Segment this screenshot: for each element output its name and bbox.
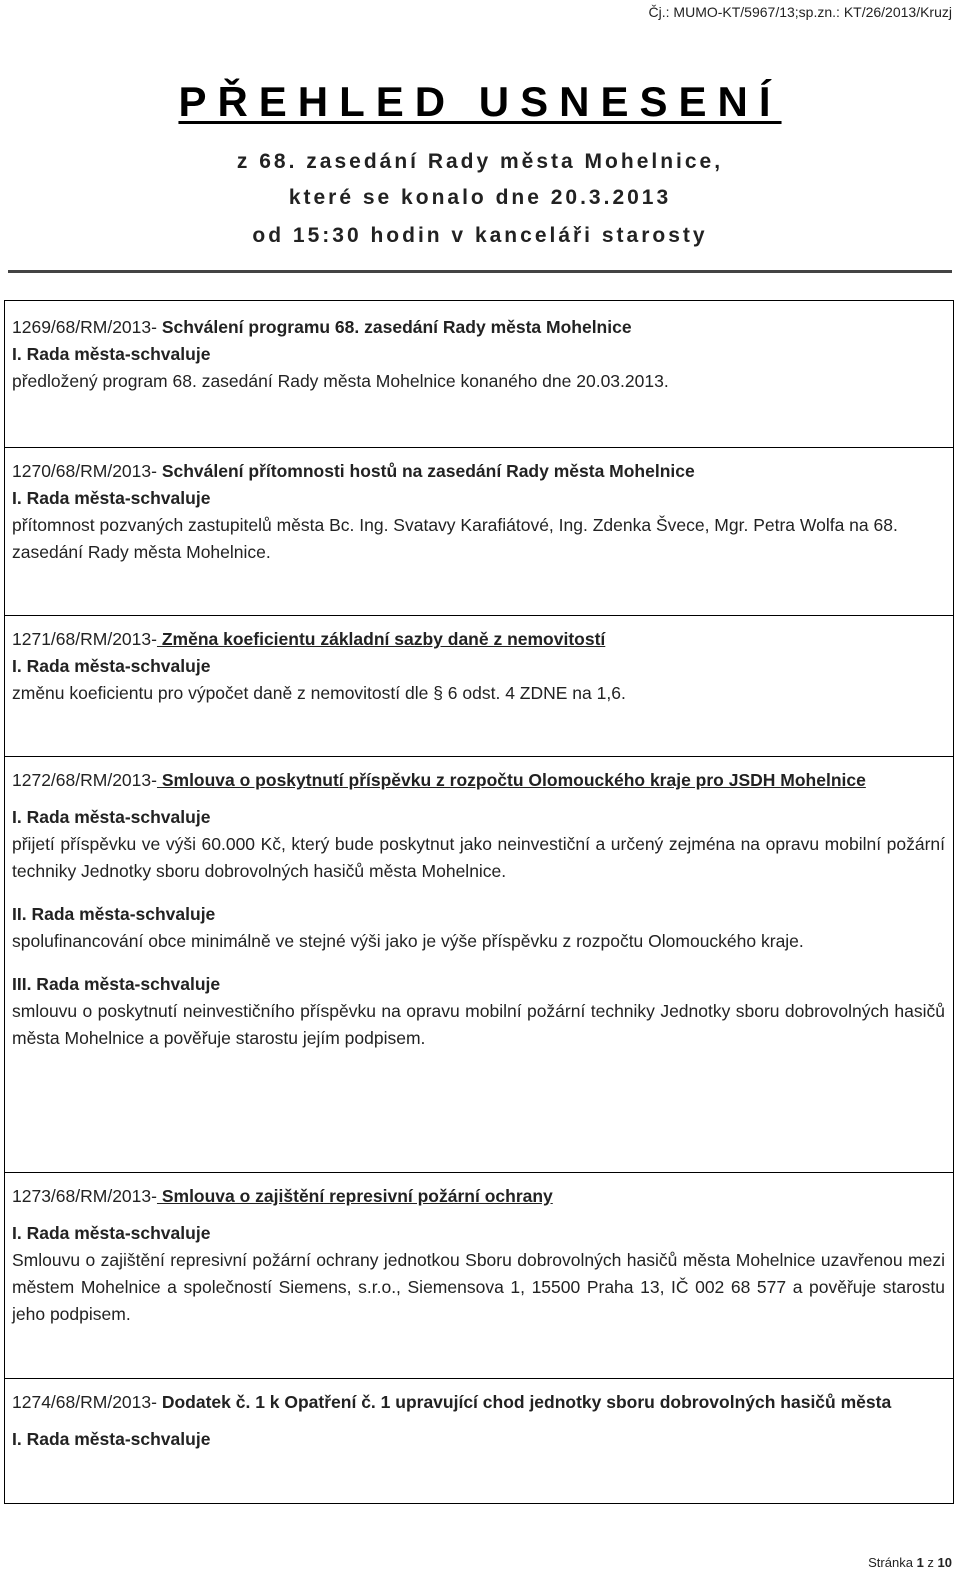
resolution-1272 xyxy=(5,757,953,1173)
resolution-1273 xyxy=(5,1173,953,1379)
resolution-clause-text: Smlouvu o zajištění represivní požární ochrany jednotkou Sboru dobrovolných hasičů města Mohelnice uzavřenou mezi městem Mohelnice a společností Siemens, s.r.o., Siemensova 1, 15500 Praha 13, IČ 002 68 577 a pověřuje starostu jeho podpisem. xyxy=(12,1250,945,1324)
resolution-heading: 1269/68/RM/2013- Schválení programu 68. zasedání Rady města Mohelnice xyxy=(12,317,632,337)
resolution-1269 xyxy=(5,301,953,448)
resolution-heading: 1271/68/RM/2013- Změna koeficientu základní sazby daně z nemovitostí xyxy=(12,629,606,649)
resolution-clause-label: II. Rada města-schvaluje xyxy=(12,904,216,924)
resolution-clause-text: přítomnost pozvaných zastupitelů města Bc. Ing. Svatavy Karafiátové, Ing. Zdenka Švece, Mgr. Petra Wolfa na 68. zasedání Rady města Mohelnice. xyxy=(12,515,898,562)
resolution-clause-label: I. Rada města-schvaluje xyxy=(12,1429,211,1449)
resolution-clause-label: I. Rada města-schvaluje xyxy=(12,656,211,676)
resolution-heading: 1274/68/RM/2013- Dodatek č. 1 k Opatření č. 1 upravující chod jednotky sboru dobrovolných hasičů města xyxy=(12,1392,892,1412)
resolutions-table xyxy=(4,300,954,1504)
header-divider xyxy=(8,270,952,273)
document-subtitle-date: které se konalo dne 20.3.2013 xyxy=(288,186,672,209)
resolution-clause-label: III. Rada města-schvaluje xyxy=(12,974,221,994)
resolution-clause-label: I. Rada města-schvaluje xyxy=(12,1223,211,1243)
document-reference: Čj.: MUMO-KT/5967/13;sp.zn.: KT/26/2013/Kruzj xyxy=(648,4,952,20)
document-subtitle-session: z 68. zasedání Rady města Mohelnice, xyxy=(236,150,724,173)
resolution-clause-label: I. Rada města-schvaluje xyxy=(12,488,211,508)
resolution-heading: 1272/68/RM/2013- Smlouva o poskytnutí příspěvku z rozpočtu Olomouckého kraje pro JSDH Mohelnice xyxy=(12,770,866,790)
resolution-clause-label: I. Rada města-schvaluje xyxy=(12,807,211,827)
resolution-heading: 1270/68/RM/2013- Schválení přítomnosti hostů na zasedání Rady města Mohelnice xyxy=(12,461,695,481)
resolution-heading: 1273/68/RM/2013- Smlouva o zajištění represivní požární ochrany xyxy=(12,1186,553,1206)
page-number: Stránka 1 z 10 xyxy=(868,1555,952,1570)
resolution-clause-text: smlouvu o poskytnutí neinvestičního příspěvku na opravu mobilní požární techniky Jednotky sboru dobrovolných hasičů města Mohelnice a pověřuje starostu jejím podpisem. xyxy=(12,1001,945,1048)
resolution-1274 xyxy=(5,1379,953,1503)
document-subtitle-time-place: od 15:30 hodin v kanceláři starosty xyxy=(252,224,708,247)
resolution-clause-text: změnu koeficientu pro výpočet daně z nemovitostí dle § 6 odst. 4 ZDNE na 1,6. xyxy=(12,683,626,703)
resolution-clause-text: spolufinancování obce minimálně ve stejné výši jako je výše příspěvku z rozpočtu Olomouckého kraje. xyxy=(12,931,804,951)
resolution-1270 xyxy=(5,448,953,616)
resolution-clause-text: předložený program 68. zasedání Rady města Mohelnice konaného dne 20.03.2013. xyxy=(12,371,669,391)
resolution-clause-text: přijetí příspěvku ve výši 60.000 Kč, který bude poskytnut jako neinvestiční a určený zejména na opravu mobilní požární techniky Jednotky sboru dobrovolných hasičů města Mohelnice. xyxy=(12,834,945,881)
resolution-clause-label: I. Rada města-schvaluje xyxy=(12,344,211,364)
document-title: PŘEHLED USNESENÍ xyxy=(178,78,782,125)
resolution-1271 xyxy=(5,616,953,757)
